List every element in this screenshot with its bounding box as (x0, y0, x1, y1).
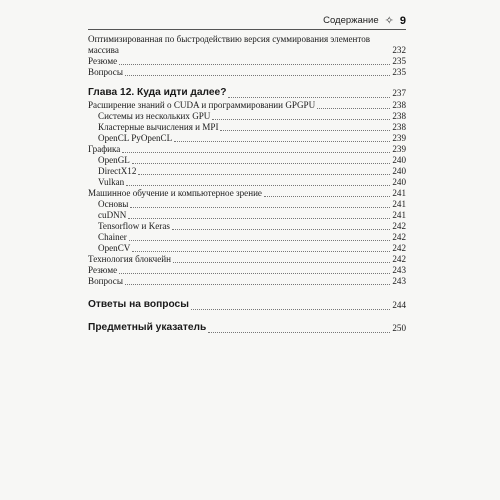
toc-entry-page: 235 (392, 67, 406, 77)
four-point-star-icon: ✧ (384, 15, 394, 27)
toc-entry-title: cuDNN (98, 210, 127, 220)
dot-leader (129, 240, 391, 241)
toc-entry (88, 34, 406, 56)
toc-entry-page: 241 (392, 188, 406, 198)
toc-entry (88, 254, 406, 265)
dot-leader (264, 196, 390, 197)
dot-leader (119, 64, 390, 65)
toc-entry-page: 239 (392, 144, 406, 154)
index-page: 250 (392, 323, 406, 333)
toc-entry-page: 242 (392, 243, 406, 253)
dot-leader (125, 75, 390, 76)
dot-leader (212, 119, 390, 120)
toc-subentry (88, 166, 406, 177)
index-title: Предметный указатель (88, 322, 207, 333)
chapter-12-entries (88, 100, 406, 287)
toc-entry-title: Резюме (88, 56, 118, 66)
toc-entry-title: Vulkan (98, 177, 125, 187)
toc-entry-title: Tensorflow и Keras (98, 221, 170, 231)
dot-leader (172, 229, 390, 230)
section-title: Содержание (323, 15, 379, 26)
toc-entry-title: OpenGL (98, 155, 130, 165)
toc-entry-title: Технология блокчейн (88, 254, 171, 264)
dot-leader (119, 273, 390, 274)
toc-entry-title: Резюме (88, 265, 118, 275)
dot-leader (191, 309, 390, 310)
dot-leader (220, 130, 390, 131)
toc-subentry (88, 177, 406, 188)
table-of-contents (88, 34, 406, 335)
dot-leader (122, 152, 390, 153)
toc-entry-page: 241 (392, 199, 406, 209)
dot-leader (138, 174, 390, 175)
toc-subentry (88, 243, 406, 254)
toc-entry (88, 67, 406, 78)
answers-heading (88, 298, 406, 312)
toc-entry (88, 276, 406, 287)
header-rule (88, 29, 406, 30)
dot-leader (173, 262, 390, 263)
toc-subentry (88, 155, 406, 166)
dot-leader (125, 284, 390, 285)
toc-entry-page: 240 (392, 166, 406, 176)
toc-entry-page: 232 (392, 45, 406, 55)
answers-page: 244 (392, 300, 406, 310)
toc-subentry (88, 232, 406, 243)
toc-entry-title: Вопросы (88, 276, 123, 286)
toc-entry-page: 240 (392, 177, 406, 187)
chapter-page: 237 (392, 88, 406, 98)
dot-leader (128, 218, 390, 219)
running-header (323, 14, 406, 27)
toc-entry (88, 100, 406, 111)
toc-entry-page: 238 (392, 100, 406, 110)
dot-leader (126, 185, 390, 186)
toc-entry-title: Системы из нескольких GPU (98, 111, 211, 121)
toc-subentry (88, 199, 406, 210)
dot-leader (132, 163, 391, 164)
toc-entry-page: 242 (392, 221, 406, 231)
toc-entry-page: 235 (392, 56, 406, 66)
toc-entry-page: 243 (392, 276, 406, 286)
toc-entry-page: 243 (392, 265, 406, 275)
toc-entry-title: Расширение знаний о CUDA и программировании GPGPU (88, 100, 316, 110)
toc-entry-page: 238 (392, 111, 406, 121)
toc-entry-page: 240 (392, 155, 406, 165)
toc-entry (88, 144, 406, 155)
toc-subentry (88, 122, 406, 133)
toc-entry (88, 56, 406, 67)
toc-entry-page: 239 (392, 133, 406, 143)
dot-leader (130, 207, 390, 208)
toc-entry-title: Машинное обучение и компьютерное зрение (88, 188, 262, 198)
toc-entry-page: 242 (392, 232, 406, 242)
toc-subentry (88, 221, 406, 232)
toc-entry-title: Вопросы (88, 67, 123, 77)
toc-entry-title: OpenCV (98, 243, 131, 253)
toc-entry-page: 242 (392, 254, 406, 264)
toc-entry-title: Chainer (98, 232, 127, 242)
toc-entry-page: 238 (392, 122, 406, 132)
toc-entry-title: OpenCL PyOpenCL (98, 133, 173, 143)
toc-entry-title: Графика (88, 144, 121, 154)
toc-entry-page: 241 (392, 210, 406, 220)
answers-title: Ответы на вопросы (88, 299, 189, 310)
index-heading (88, 321, 406, 335)
dot-leader (317, 108, 390, 109)
toc-subentry (88, 210, 406, 221)
dot-leader (208, 332, 390, 333)
chapter-title: Глава 12. Куда идти далее? (88, 87, 227, 98)
toc-subentry (88, 133, 406, 144)
dot-leader (174, 141, 390, 142)
toc-entry-title: Оптимизированная по быстродействию версия суммирования элементов массива (88, 34, 371, 55)
toc-entry-title: DirectX12 (98, 166, 137, 176)
toc-subentry (88, 111, 406, 122)
toc-entry (88, 265, 406, 276)
chapter-heading (88, 86, 406, 100)
toc-entry (88, 188, 406, 199)
dot-leader (228, 97, 390, 98)
toc-entry-title: Основы (98, 199, 129, 209)
toc-entry-title: Кластерные вычисления и MPI (98, 122, 219, 132)
page-number: 9 (399, 14, 406, 27)
dot-leader (132, 251, 390, 252)
